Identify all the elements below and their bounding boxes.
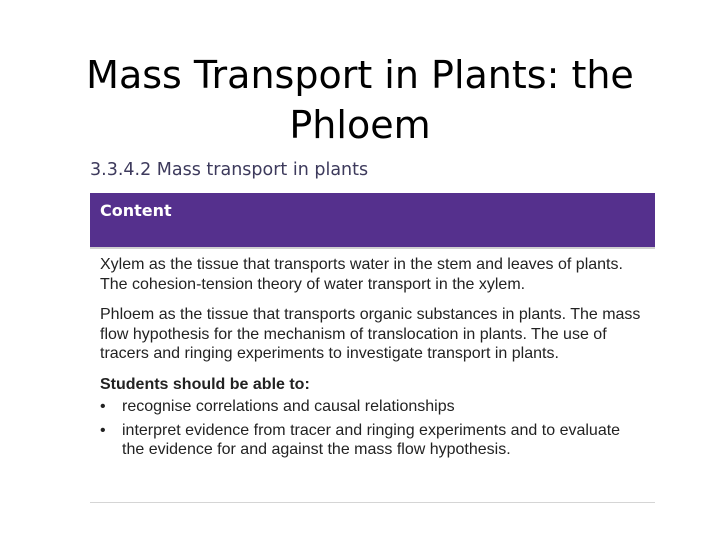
skills-list (100, 397, 645, 460)
list-item (100, 421, 645, 460)
bullet-icon: • (100, 421, 106, 439)
spec-content-table (90, 193, 655, 503)
spec-section-heading: 3.3.4.2 Mass transport in plants (90, 160, 369, 180)
list-item-text: interpret evidence from tracer and ringing experiments and to evaluate the evidence for and against the mass flow hypothesis. (122, 421, 621, 458)
list-item (100, 397, 645, 417)
slide-title: Mass Transport in Plants: the Phloem (86, 53, 634, 147)
xylem-paragraph: Xylem as the tissue that transports water in the stem and leaves of plants. The cohesion-tension theory of water transport in the xylem. (100, 256, 623, 293)
table-header-content: Content (90, 193, 655, 247)
bullet-icon: • (100, 398, 106, 415)
table-body (90, 249, 655, 460)
phloem-paragraph: Phloem as the tissue that transports organic substances in plants. The mass flow hypothesis for the mechanism of translocation in plants. The use of tracers and ringing experiments to investigate transport in plants. (100, 306, 641, 362)
students-subheading: Students should be able to: (100, 375, 310, 393)
list-item-text: recognise correlations and causal relationships (122, 398, 455, 415)
